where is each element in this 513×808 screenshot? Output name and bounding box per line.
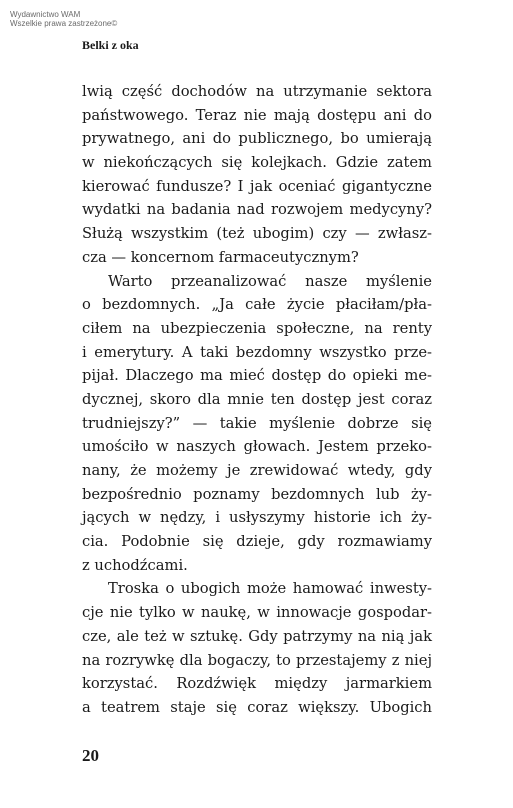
text-line: na rozrywkę dla bogaczy, to przestajemy z niej	[82, 651, 432, 669]
text-line: korzystać. Rozdźwięk między jarmarkiem	[82, 675, 432, 693]
text-line: cza — koncernom farmaceutycznym?	[82, 248, 359, 266]
text-line: a teatrem staje się coraz większy. Ubogich	[82, 698, 432, 716]
text-line: państwowego. Teraz nie mają dostępu ani do	[82, 106, 432, 124]
text-line: cze, ale też w sztukę. Gdy patrzymy na nią jak	[82, 627, 432, 645]
text-line: i emerytury. A taki bezdomny wszystko prze-	[82, 343, 432, 361]
text-line: Warto przeanalizować nasze myślenie	[108, 272, 432, 290]
text-line: bezpośrednio poznamy bezdomnych lub ży-	[82, 485, 432, 503]
text-line: lwią część dochodów na utrzymanie sektora	[82, 83, 432, 100]
text-line: jących w nędzy, i usłyszymy historie ich ży-	[82, 509, 432, 527]
text-line: umościło w naszych głowach. Jestem przeko-	[82, 438, 432, 456]
text-line: cia. Podobnie się dzieje, gdy rozmawiamy	[82, 533, 432, 551]
text-line: prywatnego, ani do publicznego, bo umierają	[82, 130, 432, 148]
page-number: 20	[82, 746, 99, 765]
text-line: dycznej, skoro dla mnie ten dostęp jest coraz	[82, 390, 432, 408]
text-line: cje nie tylko w naukę, w innowacje gospodar-	[82, 604, 432, 622]
text-line: wydatki na badania nad rozwojem medycyny?	[82, 201, 432, 219]
text-line: Służą wszystkim (też ubogim) czy — zwłasz-	[82, 225, 432, 243]
running-head: Belki z oka	[82, 38, 139, 52]
text-line: kierować fundusze? I jak oceniać gigantyczne	[82, 177, 432, 195]
text-line: Troska o ubogich może hamować inwesty-	[108, 580, 432, 598]
watermark-copyright: Wszelkie prawa zastrzeżone©	[10, 19, 118, 28]
text-line: z uchodźcami.	[82, 556, 188, 574]
text-line: trudniejszy?” — takie myślenie dobrze się	[82, 414, 432, 432]
text-line: nany, że możemy je zrewidować wtedy, gdy	[82, 462, 432, 479]
text-line: o bezdomnych. „Ja całe życie płaciłam/pła-	[82, 296, 432, 314]
text-line: pijał. Dlaczego ma mieć dostęp do opieki me-	[82, 367, 432, 385]
body-text	[82, 80, 432, 720]
text-line: ciłem na ubezpieczenia społeczne, na renty	[82, 319, 432, 337]
publisher-watermark	[10, 10, 117, 28]
watermark-publisher: Wydawnictwo WAM	[10, 10, 81, 19]
text-line: w niekończących się kolejkach. Gdzie zatem	[82, 154, 432, 172]
